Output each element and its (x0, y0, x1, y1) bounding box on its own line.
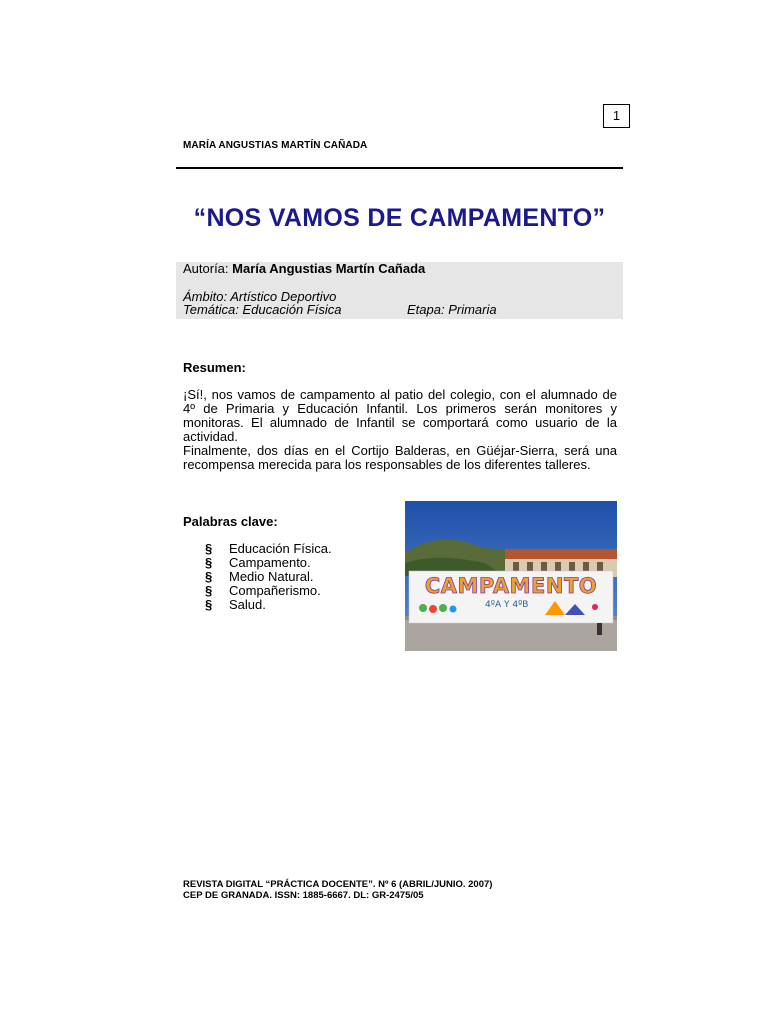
ambito-line: Ámbito: Artístico Deportivo (183, 289, 337, 304)
document-title: “NOS VAMOS DE CAMPAMENTO” (193, 204, 606, 232)
etapa-line: Etapa: Primaria (407, 302, 497, 317)
abstract-paragraph: ¡Sí!, nos vamos de campamento al patio del colegio, con el alumnado de 4º de Primaria y Educación Infantil. Los primeros serán monitores y monitoras. El alumnado de Infantil se comportará como usuario de la actividad. (183, 387, 617, 444)
banner-title: CAMPAMENTO (424, 574, 598, 598)
section-bullet-icon: § (205, 569, 213, 584)
page-number: 1 (603, 104, 630, 128)
authorship-value: María Angustias Martín Cañada (232, 261, 426, 276)
section-bullet-icon: § (205, 597, 213, 612)
section-bullet-icon: § (205, 555, 213, 570)
keyword-text: Medio Natural. (229, 569, 314, 584)
footer-journal: REVISTA DIGITAL “PRÁCTICA DOCENTE”. Nº 6 (ABRIL/JUNIO. 2007) (183, 879, 493, 890)
campamento-banner-photo (405, 501, 617, 651)
header-divider (176, 167, 623, 169)
authorship-label: Autoría: (183, 261, 229, 276)
tematica-line: Temática: Educación Física (183, 302, 342, 317)
resumen-heading: Resumen: (183, 360, 246, 375)
keywords-heading: Palabras clave: (183, 514, 278, 529)
keyword-text: Compañerismo. (229, 583, 321, 598)
section-bullet-icon: § (205, 583, 213, 598)
running-header-author: MARÍA ANGUSTIAS MARTÍN CAÑADA (183, 140, 368, 151)
section-bullet-icon: § (205, 541, 213, 556)
keyword-text: Educación Física. (229, 541, 332, 556)
keyword-text: Campamento. (229, 555, 311, 570)
banner-subtitle: 4ºA Y 4ºB (485, 600, 529, 610)
footer-issn: CEP DE GRANADA. ISSN: 1885-6667. DL: GR-2475/05 (183, 890, 424, 901)
abstract-paragraph: Finalmente, dos días en el Cortijo Balderas, en Güéjar-Sierra, será una recompensa merecida para los responsables de los diferentes talleres. (183, 443, 617, 472)
keyword-text: Salud. (229, 597, 266, 612)
authorship-line (183, 262, 425, 276)
